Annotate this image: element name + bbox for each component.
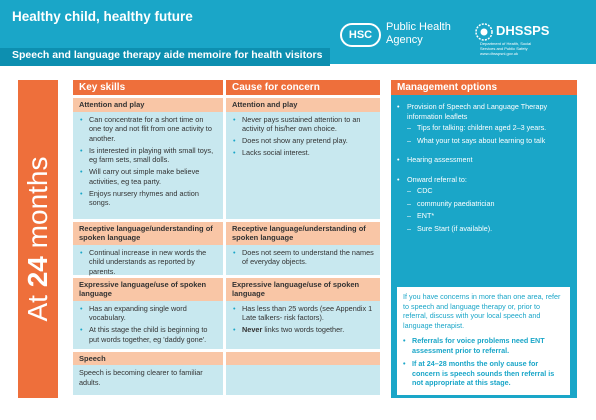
cause-for-concern-column (226, 80, 380, 395)
list-item: • Enjoys nursery rhymes and action songs. (79, 189, 217, 208)
receptive-skills-heading: Receptive language/understanding of spoken language (73, 222, 223, 245)
list-item: – Tips for talking: children aged 2–3 years. (407, 123, 571, 133)
referral-note-box (397, 287, 570, 395)
age-suffix: months (22, 156, 53, 249)
attention-skills-heading: Attention and play (73, 98, 223, 112)
attention-skills-body (73, 112, 223, 219)
attention-concern-body (226, 112, 380, 219)
never-emphasis: Never (242, 325, 263, 334)
list-item: • Does not show any pretend play. (232, 136, 374, 146)
public-health-agency-name (386, 21, 451, 47)
age-label (18, 80, 58, 398)
speech-concern-body (226, 365, 380, 395)
page-subtitle: Speech and language therapy aide memoire for health visitors (12, 49, 323, 61)
speech-skills-body (73, 365, 223, 395)
dhssps-name: DHSSPS (496, 23, 550, 38)
key-skills-column (73, 80, 223, 395)
list-item: • Does not seem to understand the names of everyday objects. (232, 248, 374, 267)
receptive-concern-heading: Receptive language/understanding of spoken language (226, 222, 380, 245)
list-item: • Referrals for voice problems need ENT assessment prior to referral. (403, 336, 564, 355)
key-skills-header: Key skills (73, 80, 223, 95)
page-title: Healthy child, healthy future (12, 9, 193, 24)
age-side-bar (18, 80, 58, 398)
onward-referral-item: Onward referral to: (407, 174, 467, 184)
list-item: • Is interested in playing with small toys, eg farm sets, small dolls. (79, 146, 217, 165)
management-options-header: Management options (391, 80, 577, 95)
list-item: • Has less than 25 words (see Appendix 1 Late talkers- risk factors). (232, 304, 374, 323)
list-item (232, 325, 374, 335)
receptive-concern-body (226, 245, 380, 275)
list-item: • Never pays sustained attention to an activity of his/her own choice. (232, 115, 374, 134)
list-item: – Sure Start (if available). (407, 224, 571, 234)
list-item: • Continual increase in new words the child understands as reported by parents. (79, 248, 217, 277)
expressive-concern-body (226, 301, 380, 349)
leaflets-item: Provision of Speech and Language Therapy information leaflets (407, 102, 548, 121)
list-item: • Can concentrate for a short time on one toy and not flit from one activity to another. (79, 115, 217, 144)
list-item: – community paediatrician (407, 199, 571, 209)
hsc-name-line-1: Public Health (386, 21, 451, 33)
management-options-body (391, 95, 577, 398)
referral-note-text: If you have concerns in more than one area, refer to speech and language therapy or, prior to referral, discuss with your local speech and language therapist. (403, 292, 561, 330)
expressive-skills-heading: Expressive language/use of spoken language (73, 278, 223, 301)
speech-concern-heading (226, 352, 380, 366)
attention-concern-heading: Attention and play (226, 98, 380, 112)
list-item: – What your tot says about learning to talk (407, 136, 571, 146)
list-item: – ENT* (407, 211, 571, 221)
expressive-concern-heading: Expressive language/use of spoken language (226, 278, 380, 301)
list-item: • Lacks social interest. (232, 148, 374, 158)
list-item: • Hearing assessment (397, 155, 571, 165)
list-item: • At this stage the child is beginning to put words together, eg 'daddy gone'. (79, 325, 217, 344)
never-rest: links two words together. (264, 325, 345, 334)
speech-skills-text: Speech is becoming clearer to familiar adults. (79, 368, 203, 387)
management-options-column (391, 80, 577, 398)
dhssps-subtitle: Department of Health, Social Services and Public Safety www.dhsspsni.gov.uk (480, 41, 532, 56)
hsc-name-line-2: Agency (386, 34, 423, 46)
list-item: • If at 24–28 months the only cause for concern is speech sounds then referral is not appropriate at this stage. (403, 359, 564, 388)
age-prefix: At (22, 295, 53, 322)
receptive-skills-body (73, 245, 223, 275)
list-item (397, 175, 571, 234)
speech-skills-heading: Speech (73, 352, 223, 366)
dhssps-emblem-icon (474, 22, 494, 42)
list-item (397, 102, 571, 145)
age-number: 24 (22, 256, 53, 288)
list-item: • Has an expanding single word vocabulary. (79, 304, 217, 323)
list-item: – CDC (407, 186, 571, 196)
list-item: • Will carry out simple make believe activities, eg tea party. (79, 167, 217, 186)
cause-for-concern-header: Cause for concern (226, 80, 380, 95)
expressive-skills-body (73, 301, 223, 349)
hsc-logo: HSC (340, 23, 381, 47)
